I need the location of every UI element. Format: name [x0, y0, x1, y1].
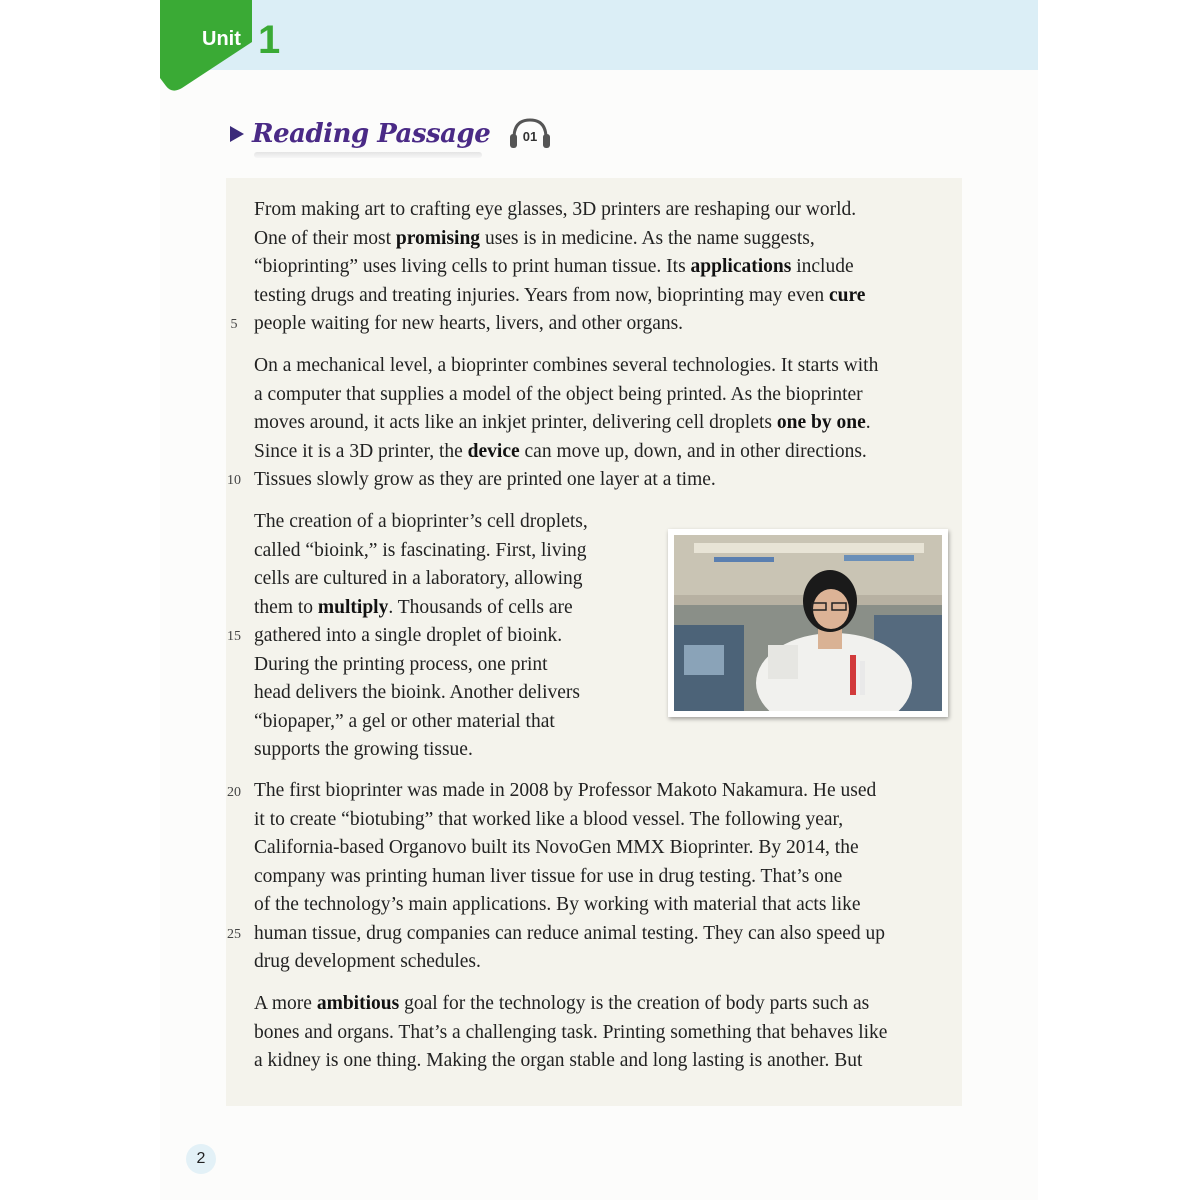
- lab-scientist-photo: [674, 535, 942, 711]
- audio-track-number: 01: [522, 129, 538, 144]
- line-number: 25: [227, 927, 241, 942]
- line-number: 20: [227, 785, 241, 800]
- paragraph-2: On a mechanical level, a bioprinter combines several technologies. It starts with a computer that supplies a model of the object being printed. As the bioprinter moves around, it acts like an inkjet printer, delivering cell droplets one by one. Since it is a 3D printer, the device can move up, down, and in other directions. Tissues slowly grow as they are printed one layer at a time.: [254, 355, 879, 490]
- section-title: Reading Passage: [252, 119, 491, 149]
- header-band: [160, 0, 1038, 70]
- vocab-word: device: [467, 440, 520, 462]
- vocab-word: one by one: [776, 412, 866, 433]
- paragraph-5: A more ambitious goal for the technology is the creation of body parts such as bones and organs. That’s a challenging task. Printing something that behaves like a kidney is one thing. Making the organ stable and long lasting is another. But: [254, 993, 888, 1071]
- line-number: 5: [230, 317, 238, 332]
- vocab-word: promising: [395, 227, 481, 249]
- play-arrow-icon: [230, 126, 244, 142]
- vocab-word: applications: [690, 256, 792, 277]
- vocab-word: multiply: [317, 596, 389, 618]
- headphones-icon[interactable]: [508, 116, 552, 152]
- unit-label: Unit: [202, 28, 241, 50]
- vocab-word: cure: [828, 284, 866, 306]
- paragraph-1: From making art to crafting eye glasses, 3D printers are reshaping our world. One of their most promising uses is in medicine. As the name suggests, “bioprinting” uses living cells to print human tissue. Its applications include testing drugs and treating injuries. Years from now, bioprinting may even cure people waiting for new hearts, livers, and other organs.: [254, 199, 866, 334]
- page-number: 2: [186, 1144, 216, 1174]
- paragraph-4: The first bioprinter was made in 2008 by Professor Makoto Nakamura. He used it to create “biotubing” that worked like a blood vessel. The following year, California-based Organovo built its NovoGen MMX Bioprinter. By 2014, the company was printing human liver tissue for use in drug testing. That’s one of the technology’s main applications. By working with material that acts like human tissue, drug companies can reduce animal testing. They can also speed up drug development schedules.: [254, 780, 886, 972]
- title-underline: [254, 152, 482, 158]
- paragraph-3: The creation of a bioprinter’s cell droplets, called “bioink,” is fascinating. First, living cells are cultured in a laboratory, allowing them to multiply. Thousands of cells are gathered into a single droplet of bioink. During the printing process, one print head delivers the bioink. Another delivers “biopaper,” a gel or other material that supports the growing tissue.: [254, 511, 588, 760]
- unit-number: 1: [258, 18, 281, 62]
- section-heading: [230, 114, 490, 154]
- vocab-word: ambitious: [316, 993, 400, 1014]
- line-number: 15: [227, 629, 241, 644]
- photo-frame: [668, 529, 948, 717]
- line-number: 10: [227, 473, 241, 488]
